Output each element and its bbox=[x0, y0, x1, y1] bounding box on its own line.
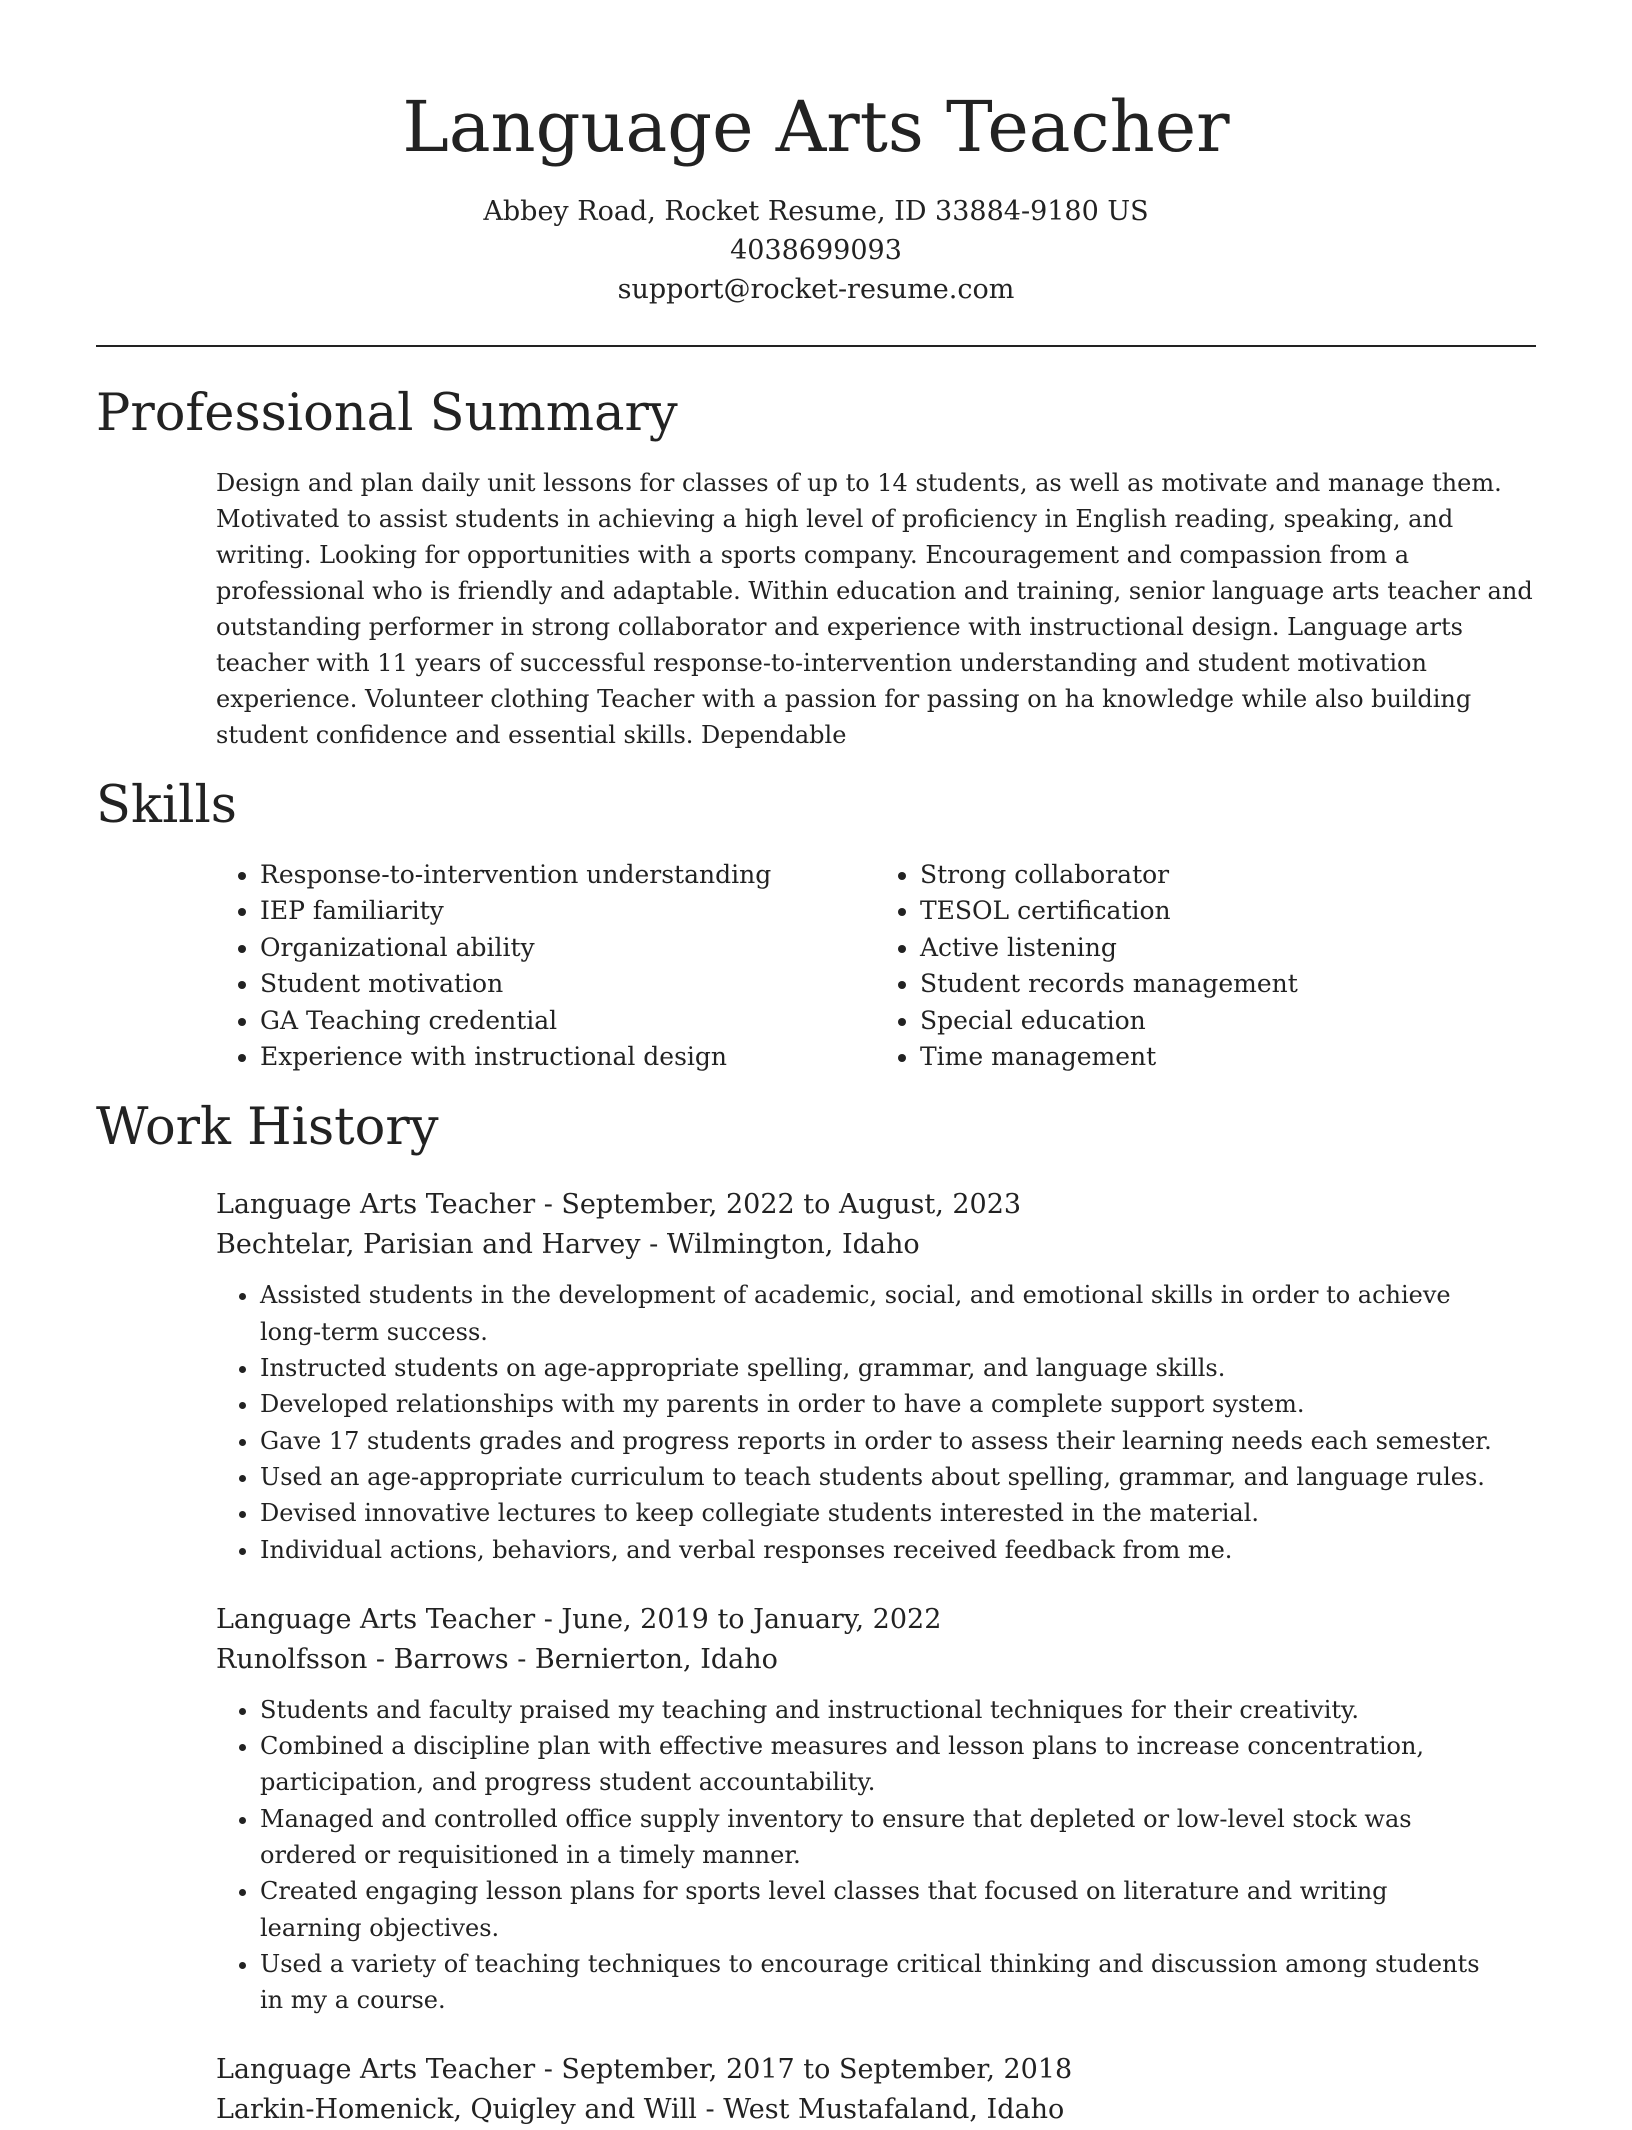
skill-item: • Student motivation bbox=[260, 966, 876, 1002]
skill-item: • Time management bbox=[920, 1039, 1536, 1075]
work-history-heading: Work History bbox=[96, 1098, 439, 1158]
job-location: Bernierton, Idaho bbox=[534, 1643, 778, 1675]
skill-item: • Special education bbox=[920, 1003, 1536, 1039]
skill-item: • Student records management bbox=[920, 966, 1536, 1002]
job-title: Language Arts Teacher bbox=[216, 2054, 536, 2086]
summary-text: Design and plan daily unit lessons for classes of up to 14 students, as well as motivate and manage them. Motivated to assist students in achieving a high level of proficiency in English reading, speaking, and writing. Looking for opportunities with a sports company. Encouragement and compassion from a professional who is friendly and adaptable. Within education and training, senior language arts teacher and outstanding performer in strong collaborator and experience with instructional design. Language arts teacher with 11 years of successful response-to-intervention understanding and student motivation experience. Volunteer clothing Teacher with a passion for passing on ha knowledge while also building student confidence and essential skills. Dependable bbox=[216, 469, 1533, 749]
job-company-line: Bechtelar, Parisian and Harvey - Wilmington, Idaho bbox=[216, 1229, 920, 1261]
skill-item: • TESOL certification bbox=[920, 893, 1536, 929]
job-company-line: Larkin-Homenick, Quigley and Will - West Mustafaland, Idaho bbox=[216, 2094, 1065, 2126]
job-bullets bbox=[216, 1277, 1536, 1567]
resume-header bbox=[96, 0, 1536, 309]
summary-heading: Professional Summary bbox=[96, 384, 678, 443]
job-bullets bbox=[216, 1692, 1536, 2019]
resume-page bbox=[96, 0, 1536, 2130]
skills-column-left bbox=[216, 857, 876, 1075]
job-company: Bechtelar, Parisian and Harvey bbox=[216, 1229, 641, 1261]
contact-email: support@rocket-resume.com bbox=[617, 274, 1015, 305]
job-bullet: • Created engaging lesson plans for sports level classes that focused on literature and writing learning objectives. bbox=[260, 1873, 1536, 1946]
job-dates: June, 2019 to January, 2022 bbox=[561, 1603, 942, 1635]
job-bullet: • Developed relationships with my parents in order to have a complete support system. bbox=[260, 1386, 1536, 1422]
resume-name: Language Arts Teacher bbox=[402, 86, 1230, 168]
skill-item: • GA Teaching credential bbox=[260, 1003, 876, 1039]
skill-item: • Experience with instructional design bbox=[260, 1039, 876, 1075]
job-bullet: • Assisted students in the development of academic, social, and emotional skills in order to achieve long-term success. bbox=[260, 1277, 1536, 1350]
skills-column-right bbox=[876, 857, 1536, 1075]
job-title-line: Language Arts Teacher - June, 2019 to January, 2022 bbox=[216, 1603, 942, 1635]
job-entry bbox=[216, 2050, 1536, 2130]
job-bullet: • Used an age-appropriate curriculum to teach students about spelling, grammar, and language rules. bbox=[260, 1459, 1536, 1495]
job-dates: September, 2017 to September, 2018 bbox=[561, 2054, 1073, 2086]
work-history-list bbox=[216, 1185, 1536, 2130]
job-title-line: Language Arts Teacher - September, 2017 to September, 2018 bbox=[216, 2054, 1073, 2086]
job-company: Larkin-Homenick, Quigley and Will bbox=[216, 2094, 697, 2126]
header-divider bbox=[96, 345, 1536, 347]
contact-phone: 4038699093 bbox=[730, 235, 902, 266]
job-bullet: • Individual actions, behaviors, and verbal responses received feedback from me. bbox=[260, 1532, 1536, 1568]
skill-item: • Strong collaborator bbox=[920, 857, 1536, 893]
job-bullet: • Managed and controlled office supply inventory to ensure that depleted or low-level stock was ordered or requisitioned in a timely manner. bbox=[260, 1801, 1536, 1874]
job-bullet: • Used a variety of teaching techniques to encourage critical thinking and discussion among students in my a course. bbox=[260, 1946, 1536, 2019]
job-title: Language Arts Teacher bbox=[216, 1603, 536, 1635]
job-title-line: Language Arts Teacher - September, 2022 to August, 2023 bbox=[216, 1189, 1022, 1221]
job-dates: September, 2022 to August, 2023 bbox=[561, 1189, 1022, 1221]
job-bullet: • Gave 17 students grades and progress reports in order to assess their learning needs each semester. bbox=[260, 1423, 1536, 1459]
job-location: Wilmington, Idaho bbox=[666, 1229, 920, 1261]
job-bullet: • Devised innovative lectures to keep collegiate students interested in the material. bbox=[260, 1495, 1536, 1531]
job-company-line: Runolfsson - Barrows - Bernierton, Idaho bbox=[216, 1643, 778, 1675]
job-entry bbox=[216, 1600, 1536, 2019]
job-location: West Mustafaland, Idaho bbox=[723, 2094, 1065, 2126]
job-bullet: • Combined a discipline plan with effective measures and lesson plans to increase concentration, participation, and progress student accountability. bbox=[260, 1728, 1536, 1801]
skill-item: • Active listening bbox=[920, 930, 1536, 966]
job-company: Runolfsson - Barrows bbox=[216, 1643, 509, 1675]
job-title: Language Arts Teacher bbox=[216, 1189, 536, 1221]
contact-address: Abbey Road, Rocket Resume, ID 33884-9180 US bbox=[483, 196, 1149, 227]
skill-item: • IEP familiarity bbox=[260, 893, 876, 929]
skills-heading: Skills bbox=[96, 776, 237, 835]
job-entry bbox=[216, 1185, 1536, 1567]
skill-item: • Response-to-intervention understanding bbox=[260, 857, 876, 893]
skills-grid bbox=[216, 857, 1536, 1075]
skill-item: • Organizational ability bbox=[260, 930, 876, 966]
job-bullet: • Students and faculty praised my teaching and instructional techniques for their creativity. bbox=[260, 1692, 1536, 1728]
job-bullet: • Instructed students on age-appropriate spelling, grammar, and language skills. bbox=[260, 1350, 1536, 1386]
